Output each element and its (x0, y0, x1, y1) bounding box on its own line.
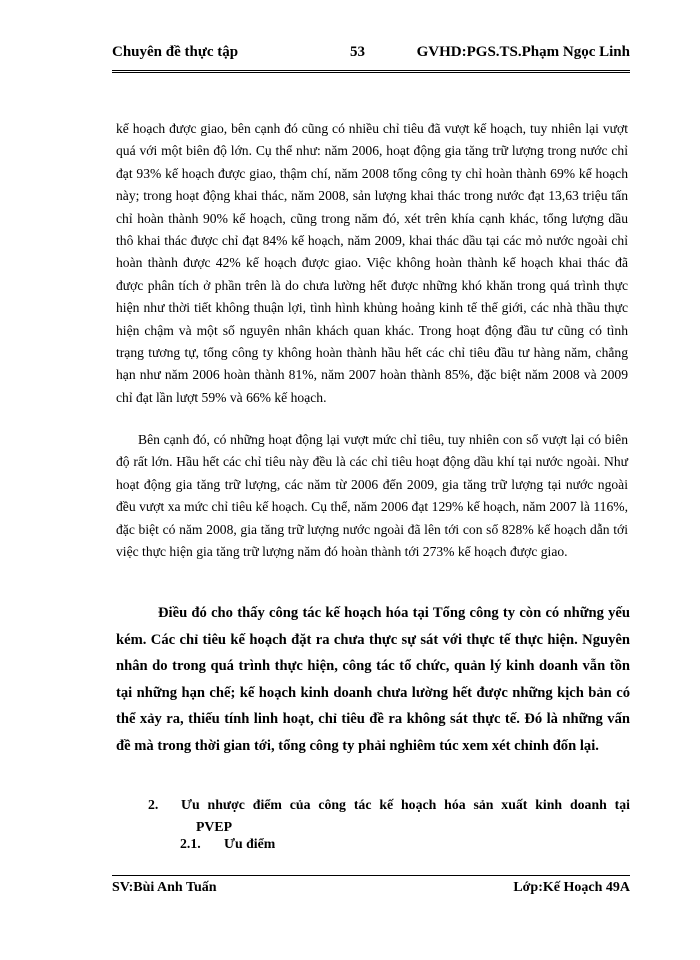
body-paragraph-conclusion: Điều đó cho thấy công tác kế hoạch hóa tại Tổng công ty còn có những yếu kém. Các chỉ tiêu kế hoạch đặt ra chưa thực sự sát với thực tế thực hiện. Nguyên nhân do trong quá trình thực hiện, công tác tổ chức, quản lý kinh doanh vẫn tồn tại những hạn chế; kế hoạch kinh doanh chưa lường hết được những kịch bản có thể xảy ra, thiếu tính linh hoạt, chỉ tiêu đề ra không sát thực tế. Đó là những vấn đề mà trong thời gian tới, tổng công ty phải nghiêm túc xem xét chỉnh đốn lại. (116, 605, 630, 754)
subsection-number: 2.1. (180, 836, 201, 851)
body-paragraph-2: Bên cạnh đó, có những hoạt động lại vượt mức chỉ tiêu, tuy nhiên con số vượt lại có biên độ rất lớn. Hầu hết các chỉ tiêu này đều là các chỉ tiêu hoạt động dầu khí tại nước ngoài. Như hoạt động gia tăng trữ lượng, các năm từ 2006 đến 2009, gia tăng trữ lượng tại nước ngoài đều vượt xa mức chỉ tiêu kế hoạch. Cụ thể, năm 2006 đạt 129% kế hoạch, năm 2007 là 116%, đặc biệt có năm 2008, gia tăng trữ lượng nước ngoài đã lên tới con số 828% kế hoạch dẫn tới việc thực hiện gia tăng trữ lượng năm đó hoàn thành tới 273% kế hoạch được giao. (116, 432, 628, 560)
section-number: 2. (148, 797, 159, 812)
footer-class: Lớp:Kế Hoạch 49A (513, 880, 630, 895)
subsection-title: Ưu điểm (224, 836, 276, 851)
header-double-rule (112, 70, 630, 77)
page-header (112, 44, 630, 68)
section-title-line1: Ưu nhược điểm của công tác kế hoạch hóa sản xuất kinh doanh tại (181, 797, 630, 812)
section-title-line2: PVEP (196, 819, 233, 834)
subsection-heading (180, 836, 275, 852)
header-page-number: 53 (350, 44, 365, 60)
header-supervisor: GVHD:PGS.TS.Phạm Ngọc Linh (416, 44, 630, 60)
section-heading (148, 794, 630, 838)
footer-rule (112, 875, 630, 876)
footer-student: SV:Bùi Anh Tuấn (112, 880, 217, 895)
body-paragraph-1: kế hoạch được giao, bên cạnh đó cũng có nhiều chỉ tiêu đã vượt kế hoạch, tuy nhiên lại vượt quá với một biên độ lớn. Cụ thể như: năm 2006, hoạt động gia tăng trữ lượng trong nước chỉ đạt 93% kế hoạch được giao, thậm chí, năm 2008 tổng công ty chỉ hoàn thành 69% kế hoạch này; trong hoạt động khai thác, năm 2008, sản lượng khai thác trong nước đạt 13,63 triệu tấn chỉ hoàn thành 90% kế hoạch, cũng trong năm đó, xét trên khía cạnh khác, tổng lượng dầu thô khai thác được chỉ đạt 84% kế hoạch, năm 2009, khai thác dầu tại các mỏ nước ngoài chỉ hoàn thành được 42% kế hoạch được giao. Việc không hoàn thành kế hoạch khai thác đã được phân tích ở phần trên là do chưa lường hết được những khó khăn trong quá trình thực hiện như thời tiết không thuận lợi, tình hình khủng hoảng kinh tế thế giới, các nhà thầu thực hiện chậm và một số nguyên nhân khách quan khác. Trong hoạt động đầu tư cũng có tình trạng tương tự, tổng công ty không hoàn thành hầu hết các chỉ tiêu đầu tư hàng năm, chẳng hạn như năm 2006 hoàn thành 81%, năm 2007 hoàn thành 85%, đặc biệt năm 2008 và 2009 chỉ đạt lần lượt 59% và 66% kế hoạch. (116, 121, 628, 405)
page-footer (112, 880, 630, 900)
header-document-type: Chuyên đề thực tập (112, 44, 239, 60)
